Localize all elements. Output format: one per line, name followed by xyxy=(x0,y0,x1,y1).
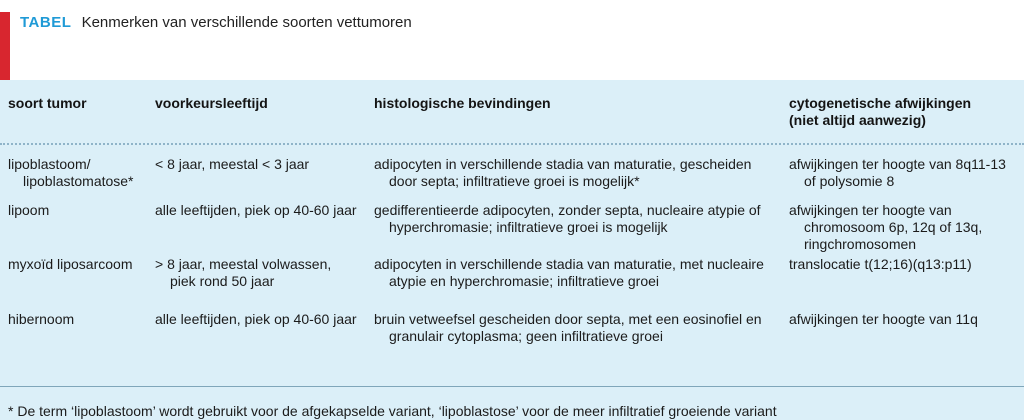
cell-line: atypie en hyperchromasie; infiltratieve groei xyxy=(389,273,660,289)
cell-line: translocatie t(12;16)(q13:p11) xyxy=(789,256,972,272)
cell-line: hyperchromasie; infiltratieve groei is mogelijk xyxy=(389,219,668,235)
table-title: Kenmerken van verschillende soorten vettumoren xyxy=(81,14,412,31)
cell-age xyxy=(155,311,357,328)
cell-tumor xyxy=(8,202,49,219)
cell-age xyxy=(155,256,331,290)
cell-line: of polysomie 8 xyxy=(804,173,895,189)
cell-line: myxoïd liposarcoom xyxy=(8,256,133,272)
cell-line: granulair cytoplasma; geen infiltratieve groei xyxy=(389,328,663,344)
cell-age xyxy=(155,202,357,219)
header-cytogenetica xyxy=(789,95,971,129)
header-text: (niet altijd aanwezig) xyxy=(789,112,926,128)
cell-line: adipocyten in verschillende stadia van maturatie, gescheiden xyxy=(374,156,752,172)
table-tag: TABEL xyxy=(20,14,72,31)
cell-line: lipoblastoom/ xyxy=(8,156,91,172)
cell-line: alle leeftijden, piek op 40-60 jaar xyxy=(155,202,357,218)
cell-line: gedifferentieerde adipocyten, zonder septa, nucleaire atypie of xyxy=(374,202,761,218)
footnote-separator xyxy=(0,386,1024,387)
header-text: voorkeursleeftijd xyxy=(155,95,268,111)
cell-histology xyxy=(374,156,751,190)
cell-line: lipoblastomatose* xyxy=(23,173,134,189)
accent-bar xyxy=(0,12,10,80)
cell-tumor xyxy=(8,311,74,328)
cell-line: chromosoom 6p, 12q of 13q, xyxy=(804,219,983,235)
cell-line: piek rond 50 jaar xyxy=(170,273,275,289)
table-caption xyxy=(20,14,412,32)
cell-line: bruin vetweefsel gescheiden door septa, met een eosinofiel en xyxy=(374,311,762,327)
cell-cytogenetics xyxy=(789,202,982,253)
cell-line: door septa; infiltratieve groei is mogelijk* xyxy=(389,173,640,189)
cell-cytogenetics xyxy=(789,256,972,273)
table-panel xyxy=(0,80,1024,420)
cell-line: lipoom xyxy=(8,202,50,218)
header-histologie xyxy=(374,95,551,112)
cell-line: hibernoom xyxy=(8,311,75,327)
cell-line: ringchromosomen xyxy=(804,236,917,252)
cell-age xyxy=(155,156,309,173)
cell-tumor xyxy=(8,256,133,273)
table-footnote: * De term ‘lipoblastoom’ wordt gebruikt voor de afgekapselde variant, ‘lipoblastose’ voor de meer infiltratief groeiende variant xyxy=(8,403,777,419)
cell-cytogenetics xyxy=(789,311,978,328)
cell-histology xyxy=(374,311,762,345)
header-voorkeursleeftijd xyxy=(155,95,268,112)
cell-tumor xyxy=(8,156,134,190)
cell-line: adipocyten in verschillende stadia van maturatie, met nucleaire xyxy=(374,256,764,272)
header-text: histologische bevindingen xyxy=(374,95,551,111)
cell-line: afwijkingen ter hoogte van xyxy=(789,202,952,218)
cell-line: > 8 jaar, meestal volwassen, xyxy=(155,256,332,272)
cell-line: alle leeftijden, piek op 40-60 jaar xyxy=(155,311,357,327)
header-text: cytogenetische afwijkingen xyxy=(789,95,972,111)
cell-line: < 8 jaar, meestal < 3 jaar xyxy=(155,156,310,172)
header-separator xyxy=(0,143,1024,145)
header-text: soort tumor xyxy=(8,95,87,111)
cell-histology xyxy=(374,202,761,236)
header-soort-tumor xyxy=(8,95,87,112)
cell-line: afwijkingen ter hoogte van 11q xyxy=(789,311,978,327)
cell-line: afwijkingen ter hoogte van 8q11-13 xyxy=(789,156,1006,172)
cell-histology xyxy=(374,256,764,290)
cell-cytogenetics xyxy=(789,156,1006,190)
